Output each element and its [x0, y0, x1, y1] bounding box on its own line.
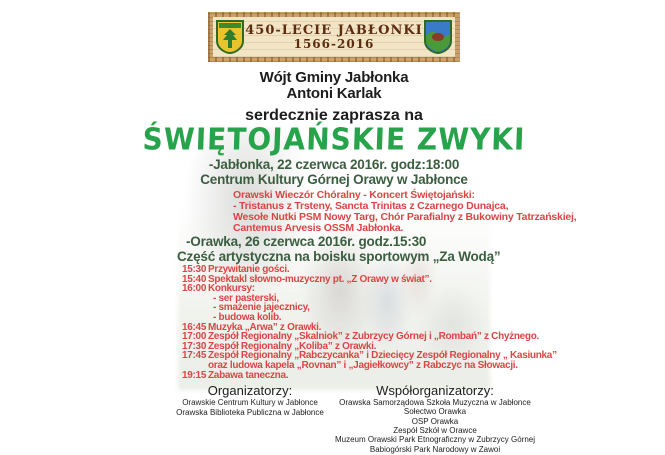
intro-block — [124, 70, 544, 102]
schedule-row — [124, 284, 544, 294]
schedule-text: Zespół Regionalny „Skalniok” z Zubrzycy Górnej i „Rombań” z Chyżnego. — [208, 331, 540, 343]
banner-years: 1566-2016 — [293, 36, 375, 51]
event1-block — [124, 158, 544, 187]
organizers-title: Organizatorzy: — [207, 383, 293, 399]
poster — [124, 0, 577, 454]
schedule-text: Przywitanie gości. — [208, 264, 290, 275]
schedule-row — [124, 294, 544, 304]
co-organizer-item: Muzeum Orawski Park Etnograficzny w Zubrzycy Górnej — [334, 435, 536, 445]
event2-block — [124, 235, 544, 264]
poster-content — [124, 12, 577, 455]
co-organizer-item: Zespół Szkół w Orawce — [393, 426, 477, 436]
gmina-crest-icon — [424, 20, 452, 54]
schedule-text: oraz ludowa kapela „Rovnan” i „Jagiełkowcy” z Rabczyc na Słowacji. — [208, 359, 518, 371]
banner-title: 450-LECIE JABŁONKI — [245, 22, 423, 38]
schedule-text: Muzyka „Arwa” z Orawki. — [208, 321, 322, 333]
schedule-time: 17:45 — [182, 350, 207, 362]
schedule-time: 15:30 — [182, 264, 207, 275]
schedule-text: - smażenie jajecznicy, — [213, 302, 310, 314]
host-title: Wójt Gminy Jabłonka — [259, 69, 409, 86]
schedule-time: 15:40 — [182, 273, 207, 285]
event1-venue: Centrum Kultury Górnej Orawy w Jabłonce — [200, 171, 468, 187]
event1-date: -Jabłonka, 22 czerwca 2016r. godz:18:00 — [208, 157, 460, 172]
invite-line: serdecznie zaprasza na — [245, 107, 423, 124]
jablonka-crest-icon — [216, 20, 244, 54]
program-line: Wesołe Nutki PSM Nowy Targ, Chór Parafialny z Bukowiny Tatrzańskiej, — [233, 211, 577, 223]
schedule-text: Spektakl słowno-muzyczny pt. „Z Orawy w świat”. — [208, 273, 432, 285]
schedule-text: Zespół Regionalny „Rabczycanka” i Dziecięcy Zespół Regionalny „ Kasiunka” — [208, 350, 557, 362]
schedule-time: 17:30 — [182, 340, 207, 352]
event1-program — [124, 189, 577, 234]
program-line: Orawski Wieczór Chóralny - Koncert Świętojański: — [233, 189, 475, 201]
co-organizer-item: Sołectwo Orawka — [403, 407, 467, 417]
schedule-list — [124, 264, 557, 381]
banner-plank — [213, 17, 455, 57]
schedule-text: - ser pasterski, — [213, 292, 279, 304]
schedule-text: Zabawa taneczna. — [208, 369, 289, 381]
co-organizers-column — [305, 384, 565, 454]
co-organizer-item: OSP Orawka — [411, 416, 459, 426]
banner-text — [244, 24, 424, 51]
organizers-section — [124, 383, 544, 454]
co-organizer-item: Babiogórski Park Narodowy w Zawoi — [369, 444, 501, 454]
schedule-time: 19:15 — [182, 369, 207, 381]
schedule-time — [182, 303, 208, 313]
schedule-time: 16:45 — [182, 321, 207, 333]
organizer-item: Orawska Biblioteka Publiczna w Jabłonce — [176, 408, 324, 418]
schedule-time — [182, 294, 208, 304]
schedule-text: Konkursy: — [208, 283, 255, 295]
event-main-title: ŚWIĘTOJAŃSKIE ZWYKI — [142, 121, 527, 158]
event2-venue: Część artystyczna na boisku sportowym „Za Wodą” — [177, 248, 501, 264]
event2-date: -Orawka, 26 czerwca 2016r. godz.15:30 — [186, 234, 427, 249]
organizer-item: Orawskie Centrum Kultury w Jabłonce — [182, 398, 318, 408]
schedule-text: - budowa kolib. — [213, 311, 282, 323]
schedule-time: 17:00 — [182, 331, 207, 343]
schedule-row — [124, 303, 544, 313]
schedule-time: 16:00 — [182, 283, 207, 295]
schedule-text: Zespół Regionalny „Koliba” z Orawki. — [208, 340, 377, 352]
schedule-row — [124, 371, 544, 381]
host-name: Antoni Karlak — [286, 85, 382, 102]
anniversary-banner — [208, 12, 460, 62]
program-line: - Tristanus z Trsteny, Sancta Trinitas z Czarnego Dunajca, — [233, 200, 509, 212]
co-organizer-item: Orawska Samorządowa Szkoła Muzyczna w Jabłonce — [339, 398, 531, 408]
program-line: Cantemus Arvesis OSSM Jabłonka. — [233, 222, 404, 234]
co-organizers-title: Współorganizatorzy: — [376, 383, 494, 399]
